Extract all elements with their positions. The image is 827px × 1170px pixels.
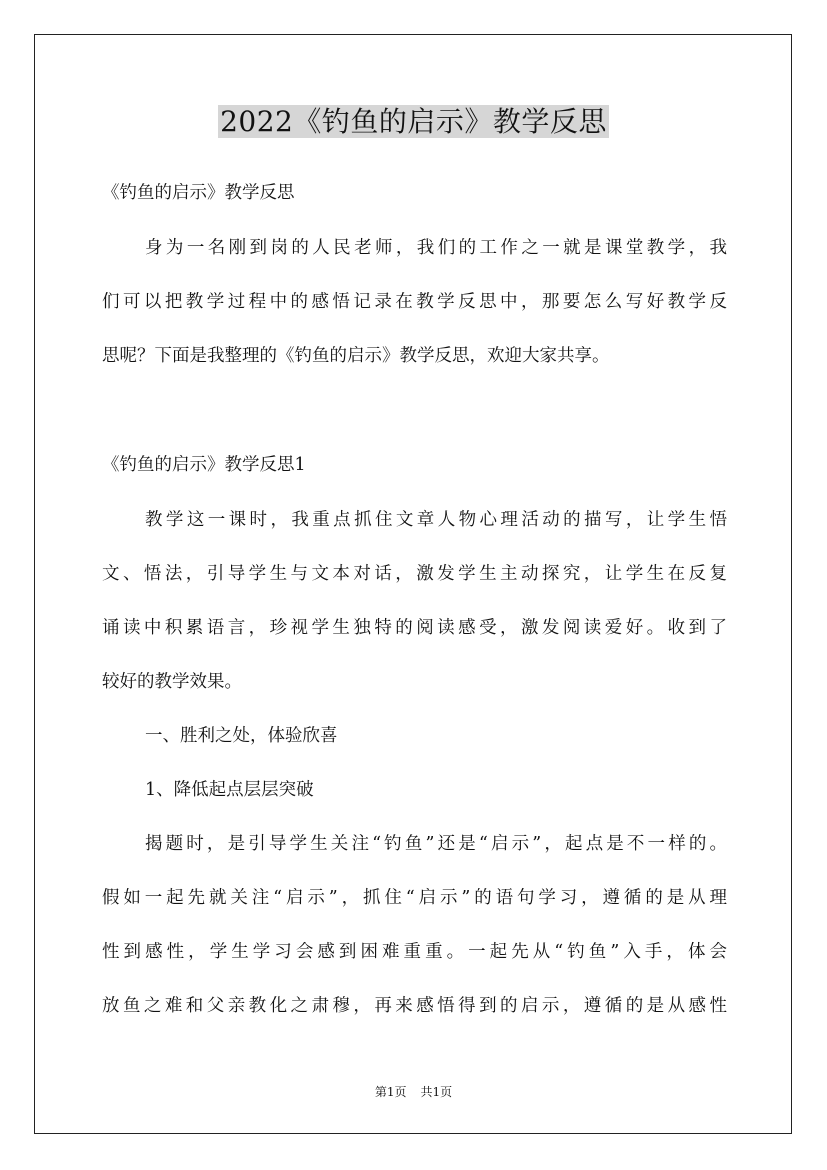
paragraph-line: 思呢？下面是我整理的《钓鱼的启示》教学反思，欢迎大家共享。 — [102, 346, 610, 366]
paragraph-line: 身为一名刚到岗的人民老师，我们的工作之一就是课堂教学，我 — [145, 238, 727, 258]
subheading-success: 一、胜利之处，体验欣喜 — [145, 726, 338, 746]
page-number: 第1页 — [374, 1085, 407, 1099]
paragraph-line: 假如一起先就关注“启示”，抓住“启示”的语句学习，遵循的是从理 — [102, 888, 727, 908]
page-total: 共1页 — [420, 1085, 453, 1099]
subheading-point-1: 1、降低起点层层突破 — [145, 780, 314, 800]
paragraph-line: 诵读中积累语言，珍视学生独特的阅读感受，激发阅读爱好。收到了 — [102, 618, 727, 638]
section-heading-reflection-1: 《钓鱼的启示》教学反思1 — [102, 455, 306, 475]
page-footer — [0, 1084, 827, 1100]
paragraph-line: 性到感性，学生学习会感到困难重重。一起先从“钓鱼”入手，体会 — [102, 942, 727, 962]
document-title — [0, 103, 827, 141]
section-heading-intro: 《钓鱼的启示》教学反思 — [102, 183, 295, 203]
paragraph-line: 文、悟法，引导学生与文本对话，激发学生主动探究，让学生在反复 — [102, 564, 727, 584]
paragraph-line: 教学这一课时，我重点抓住文章人物心理活动的描写，让学生悟 — [145, 510, 727, 530]
paragraph-line: 较好的教学效果。 — [102, 672, 242, 692]
paragraph-line: 放鱼之难和父亲教化之肃穆，再来感悟得到的启示，遵循的是从感性 — [102, 996, 727, 1016]
document-title-text: 2022《钓鱼的启示》教学反思 — [220, 105, 607, 138]
paragraph-line: 们可以把教学过程中的感悟记录在教学反思中，那要怎么写好教学反 — [102, 292, 727, 312]
paragraph-line: 揭题时，是引导学生关注“钓鱼”还是“启示”，起点是不一样的。 — [145, 834, 727, 854]
